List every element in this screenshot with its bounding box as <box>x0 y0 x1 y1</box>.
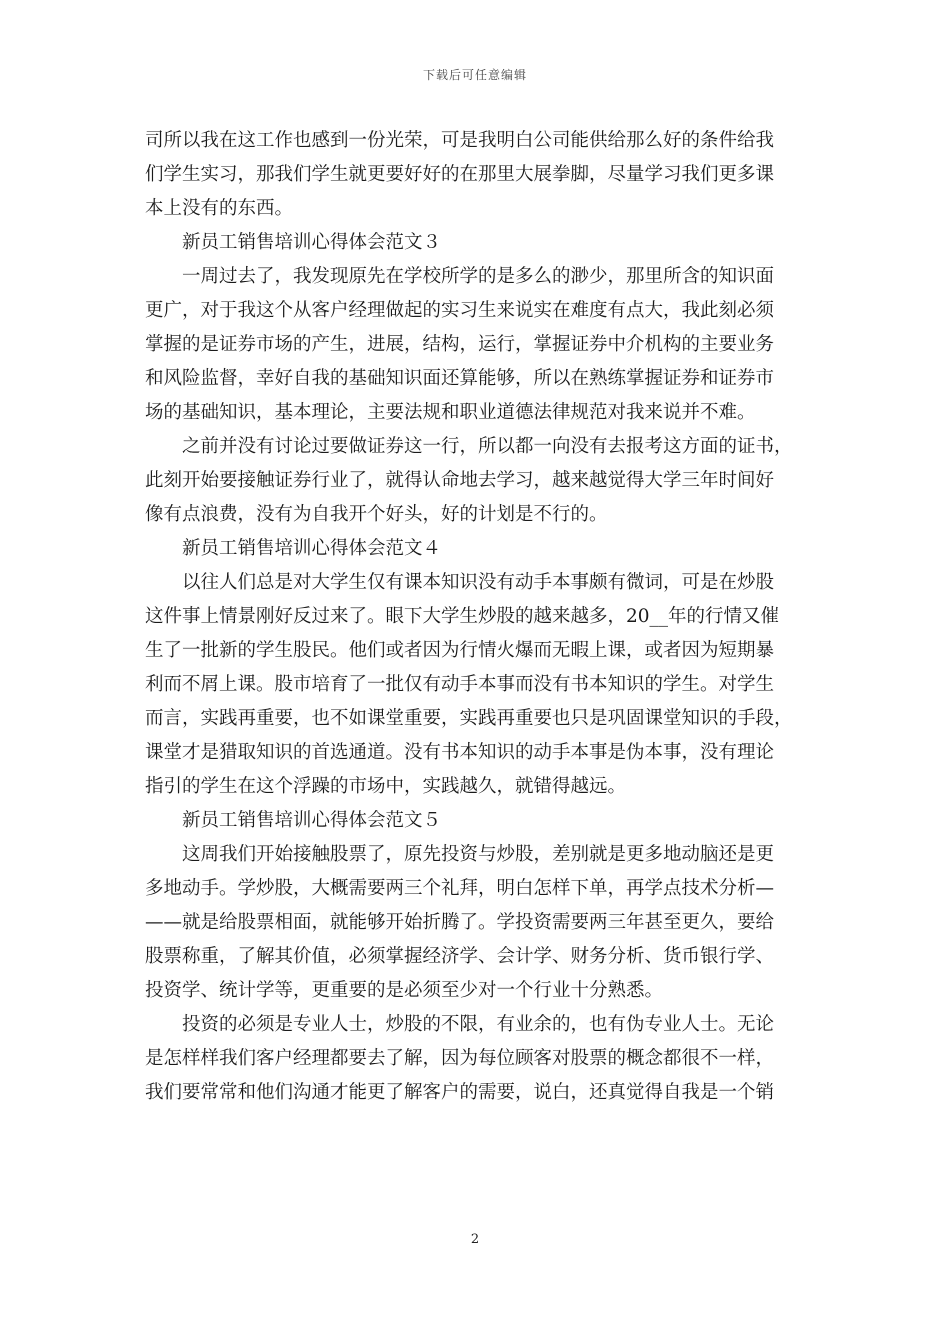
page-number: 2 <box>470 1232 480 1247</box>
text-line: 利而不屑上课。股市培育了一批仅有动手本事而没有书本知识的学生。对学生 <box>145 674 775 695</box>
text-line: 像有点浪费，没有为自我开个好头，好的计划是不行的。 <box>145 504 608 525</box>
document-body <box>145 124 810 1110</box>
text-line: 更广，对于我这个从客户经理做起的实习生来说实在难度有点大，我此刻必须 <box>145 300 775 321</box>
text-line: 指引的学生在这个浮躁的市场中，实践越久，就错得越远。 <box>145 776 627 797</box>
text-line: 新员工销售培训心得体会范文４ <box>182 538 442 559</box>
text-line: 这周我们开始接触股票了，原先投资与炒股，差别就是更多地动脑还是更 <box>182 844 775 865</box>
text-line: 投资学、统计学等，更重要的是必须至少对一个行业十分熟悉。 <box>145 980 664 1001</box>
text-line: 和风险监督，幸好自我的基础知识面还算能够，所以在熟练掌握证券和证券市 <box>145 368 775 389</box>
text-line: 掌握的是证券市场的产生，进展，结构，运行，掌握证券中介机构的主要业务 <box>145 334 775 355</box>
text-line: 股票称重，了解其价值，必须掌握经济学、会计学、财务分析、货币银行学、 <box>145 946 775 967</box>
text-line: 司所以我在这工作也感到一份光荣，可是我明白公司能供给那么好的条件给我 <box>145 130 775 151</box>
text-line: 以往人们总是对大学生仅有课本知识没有动手本事颇有微词，可是在炒股 <box>182 572 775 593</box>
text-line: 是怎样样我们客户经理都要去了解，因为每位顾客对股票的概念都很不一样， <box>145 1048 775 1069</box>
text-line: 多地动手。学炒股，大概需要两三个礼拜，明白怎样下单，再学点技术分析— <box>145 878 775 899</box>
text-line: 生了一批新的学生股民。他们或者因为行情火爆而无暇上课，或者因为短期暴 <box>145 640 775 661</box>
text-line: 们学生实习，那我们学生就更要好好的在那里大展拳脚，尽量学习我们更多课 <box>145 164 775 185</box>
text-line: 我们要常常和他们沟通才能更了解客户的需要，说白，还真觉得自我是一个销 <box>145 1082 775 1103</box>
text-line: 此刻开始要接触证券行业了，就得认命地去学习，越来越觉得大学三年时间好 <box>145 470 775 491</box>
text-line: 课堂才是猎取知识的首选通道。没有书本知识的动手本事是伪本事，没有理论 <box>145 742 775 763</box>
text-line: 场的基础知识，基本理论，主要法规和职业道德法律规范对我来说并不难。 <box>145 402 756 423</box>
text-line: 新员工销售培训心得体会范文５ <box>182 810 442 831</box>
text-line: 而言，实践再重要，也不如课堂重要，实践再重要也只是巩固课堂知识的手段， <box>145 708 793 729</box>
text-line: 新员工销售培训心得体会范文３ <box>182 232 442 253</box>
text-line: 一周过去了，我发现原先在学校所学的是多么的渺少，那里所含的知识面 <box>182 266 775 287</box>
page-header: 下载后可任意编辑 <box>422 68 527 82</box>
text-line: ——就是给股票相面，就能够开始折腾了。学投资需要两三年甚至更久，要给 <box>145 912 775 933</box>
text-line: 投资的必须是专业人士，炒股的不限，有业余的，也有伪专业人士。无论 <box>182 1014 775 1035</box>
text-line: 本上没有的东西。 <box>145 198 294 219</box>
text-line: 之前并没有讨论过要做证券这一行，所以都一向没有去报考这方面的证书， <box>182 436 793 457</box>
text-line: 这件事上情景刚好反过来了。眼下大学生炒股的越来越多，20__年的行情又催 <box>145 606 780 627</box>
